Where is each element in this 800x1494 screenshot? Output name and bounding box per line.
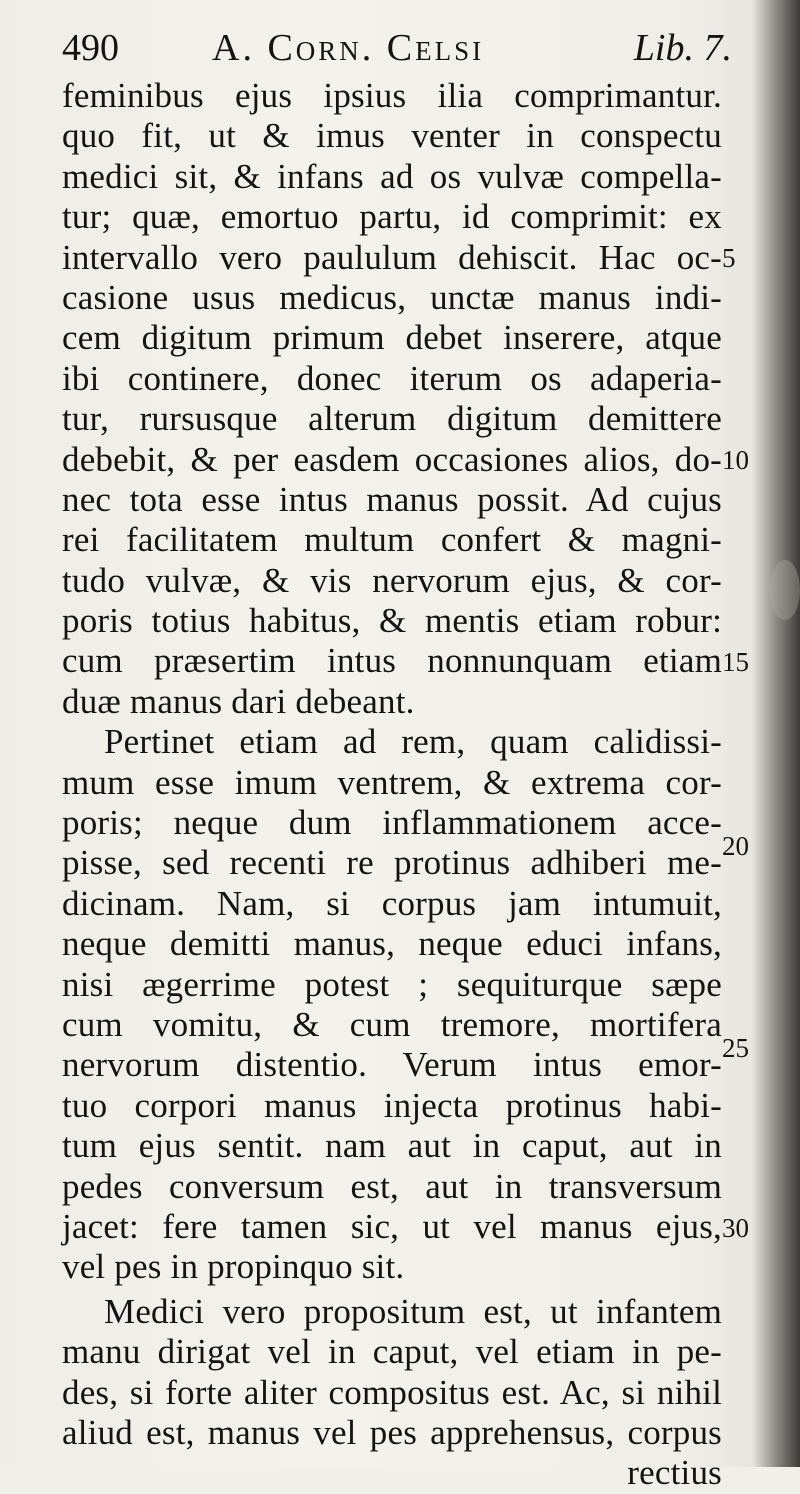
- text-line: aliud est, manus vel pes apprehensus, corpus: [62, 1412, 722, 1452]
- text-line: nisi ægerrime potest ; sequiturque sæpe: [62, 964, 722, 1004]
- paragraph-first-line: Medici vero propositum est, ut infantem: [104, 1291, 722, 1331]
- running-title: A. Corn. Celsi: [212, 27, 485, 69]
- text-line: pedes conversum est, aut in transversum: [62, 1166, 722, 1206]
- text-line: tudo vulvæ, & vis nervorum ejus, & cor-: [62, 560, 722, 600]
- text-line: quo fit, ut & imus venter in conspectu: [62, 116, 722, 156]
- text-line: dicinam. Nam, si corpus jam intumuit,: [62, 883, 722, 923]
- paragraph-first-line: Pertinet etiam ad rem, quam calidissi-: [104, 722, 722, 762]
- text-line: des, si forte aliter compositus est. Ac, si nihil: [62, 1372, 722, 1412]
- text-line: pisse, sed recenti re protinus adhiberi me-: [62, 843, 722, 883]
- text-line: feminibus ejus ipsius ilia comprimantur.: [62, 76, 722, 115]
- text-line: cum vomitu, & cum tremore, mortifera: [62, 1004, 722, 1044]
- text-line: nervorum distentio. Verum intus emor-: [62, 1045, 722, 1085]
- text-line: poris; neque dum inflammationem acce-: [62, 803, 722, 843]
- text-line: tur, rursusque alterum digitum demittere: [62, 399, 722, 439]
- paragraph-last-line: vel pes in propinquo sit.: [62, 1247, 405, 1287]
- line-number-25: 25: [722, 1033, 749, 1063]
- page-stain: [770, 560, 800, 620]
- line-number-20: 20: [722, 831, 749, 861]
- text-line: casione usus medicus, unctæ manus indi-: [62, 277, 722, 317]
- paragraph-last-line: duæ manus dari debeant.: [62, 681, 415, 721]
- text-line: neque demitti manus, neque educi infans,: [62, 924, 722, 964]
- text-line: jacet: fere tamen sic, ut vel manus ejus,: [62, 1206, 722, 1246]
- line-number-30: 30: [722, 1213, 749, 1243]
- text-line: intervallo vero paululum dehiscit. Hac oc-: [62, 237, 722, 277]
- text-line: cem digitum primum debet inserere, atque: [62, 318, 722, 358]
- text-line: cum præsertim intus nonnunquam etiam: [62, 641, 722, 681]
- text-line: mum esse imum ventrem, & extrema cor-: [62, 762, 722, 802]
- text-line: tur; quæ, emortuo partu, id comprimit: ex: [62, 197, 722, 237]
- line-number-15: 15: [722, 647, 749, 677]
- line-number-5: 5: [722, 243, 736, 273]
- text-line: tum ejus sentit. nam aut in caput, aut in: [62, 1126, 722, 1166]
- text-line: nec tota esse intus manus possit. Ad cujus: [62, 479, 722, 519]
- page-number: 490: [62, 27, 119, 69]
- running-header: [62, 26, 742, 80]
- text-line: ibi continere, donec iterum os adaperia-: [62, 358, 722, 398]
- text-line: poris totius habitus, & mentis etiam robur:: [62, 601, 722, 641]
- line-number-10: 10: [722, 445, 749, 475]
- book-reference: Lib. 7.: [633, 27, 732, 69]
- text-line: rei facilitatem multum confert & magni-: [62, 520, 722, 560]
- text-line: tuo corpori manus injecta protinus habi-: [62, 1085, 722, 1125]
- body-text: [62, 76, 722, 1494]
- text-line: debebit, & per easdem occasiones alios, do-: [62, 439, 722, 479]
- text-line: manu dirigat vel in caput, vel etiam in pe-: [62, 1332, 722, 1372]
- text-line: medici sit, & infans ad os vulvæ compella-: [62, 156, 722, 196]
- catchword: rectius: [627, 1453, 722, 1493]
